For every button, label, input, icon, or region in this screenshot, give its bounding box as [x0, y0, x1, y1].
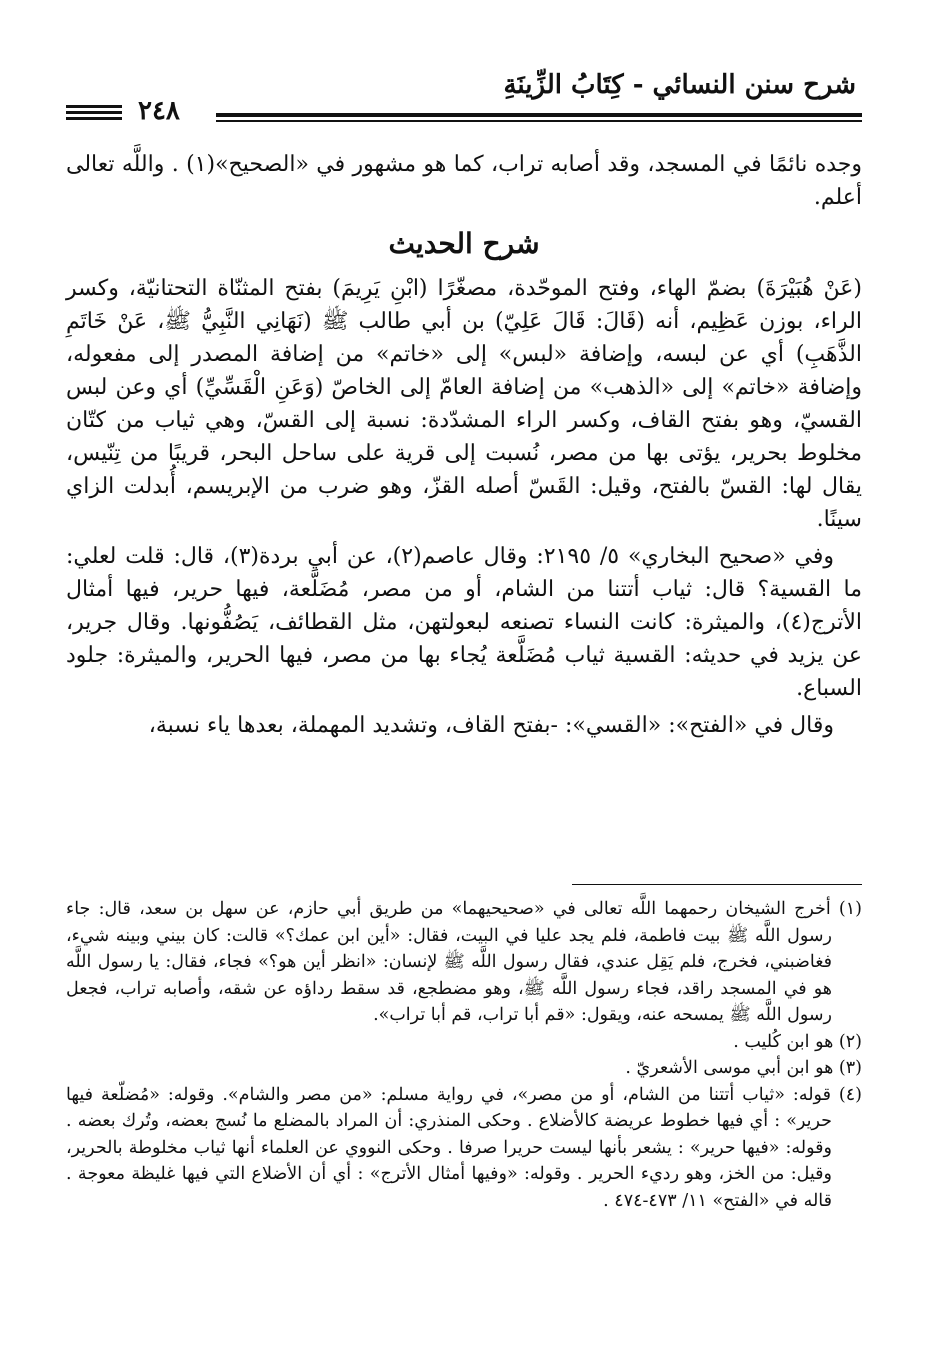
- footnote-2: (٢) هو ابن كُليب .: [733, 1031, 862, 1052]
- footnote-1: (١) أخرج الشيخان رحمهما اللَّه تعالى في «صحيحيهما» من طريق أبي حازم، عن سهل بن سعد، قال: جاء رسول اللَّه ﷺ بيت فاطمة، فلم يجد عليا في البيت، فقال: «أين ابن عمك؟» قالت: كان بيني وبينه شيء، فغاضبني، فخرج، فلم يَقِل عندي، فقال رسول اللَّه ﷺ لإنسان: «انظر أين هو؟» فجاء، فقال: يا رسول اللَّه هو في المسجد راقد، فجاء رسول اللَّه ﷺ، وهو مضطجع، قد سقط رداؤه عن شقه، وأصابه تراب، فجعل رسول اللَّه ﷺ يمسحه عنه، ويقول: «قم أبا تراب، قم أبا تراب».: [66, 899, 862, 1025]
- header-title: شرح سنن النسائي - كِتَابُ الزِّينَةِ: [503, 70, 856, 100]
- paragraph-1: (عَنْ هُبَيْرَةَ) بضمّ الهاء، وفتح الموحّدة، مصغّرًا (ابْنِ يَرِيمَ) بفتح المثنّاة التحتانيّة، وكسر الراء، بوزن عَظِيم، أنه (قَالَ: قَالَ عَلِيّ) بن أبي طالب ﷺ (نَهَانِي النَّبِيُّ ﷺ، عَنْ خَاتَمِ الذَّهَبِ) أي عن لبسه، وإضافة «لبس» إلى «خاتم» من إضافة المصدر إلى مفعوله، وإضافة «خاتم» إلى «الذهب» من إضافة العامّ إلى الخاصّ (وَعَنِ الْقَسِّيِّ) أي وعن لبس القسيّ، وهو بفتح القاف، وكسر الراء المشدّدة: نسبة إلى القسّ، وهي ثياب من كتّان مخلوط بحرير، يؤتى بها من مصر، نُسبت إلى قرية على ساحل البحر، قريبًا من تِنّيس، يقال لها: القسّ بالفتح، وقيل: القَسّ أصله القزّ، وهو ضرب من الإبريسم، أُبدلت الزاي سينًا.: [66, 276, 862, 532]
- page-number-ornament: [66, 105, 122, 123]
- footnote-3: (٣) هو ابن أبي موسى الأشعريّ .: [625, 1058, 862, 1078]
- intro-paragraph: وجده نائمًا في المسجد، وقد أصابه تراب، كما هو مشهور في «الصحيح»(١) . واللَّه تعالى أعلم.: [66, 152, 862, 210]
- section-title: شرح الحديث: [388, 227, 540, 260]
- footnote-divider: [572, 884, 862, 885]
- footnote-4: (٤) قوله: «ثياب أتتنا من الشام، أو من مصر»، في رواية مسلم: «من مصر والشام». وقوله: «مُضلّعة فيها حرير» : أي فيها خطوط عريضة كالأضلاع . وحكى المنذري: أن المراد بالمضلع ما نُسج بعضه، وتُرك بعضه . وقوله: «فيها حرير» : يشعر بأنها ليست حريرا صرفا . وحكى النووي عن العلماء أنها ثياب مخلوطة بالحرير، وقيل: من الخز، وهو رديء الحرير . وقوله: «وفيها أمثال الأترج» : أي أن الأضلاع التي فيها غليظة معوجة . قاله في «الفتح» ١١/ ٤٧٣-٤٧٤ .: [66, 1084, 862, 1211]
- paragraph-3: وقال في «الفتح»: «القسي»: -بفتح القاف، وتشديد المهملة، بعدها ياء نسبة،: [148, 713, 834, 738]
- footnotes: [66, 896, 862, 1214]
- book-page: [66, 0, 862, 1372]
- page-number: ٢٤٨: [132, 96, 186, 126]
- main-text: [66, 148, 862, 746]
- paragraph-2: وفي «صحيح البخاري» ٥/ ٢١٩٥: وقال عاصم(٢)، عن أبي بردة(٣)، قال: قلت لعلي: ما القسية؟ قال: ثياب أتتنا من الشام، أو من مصر، مُضَلَّعة، فيها حرير، فيها أمثال الأترج(٤)، والميثرة: كانت النساء تصنعه لبعولتهن، مثل القطائف، يَصُفُّونها. وقال جرير، عن يزيد في حديثه: القسية ثياب مُضَلَّعة يُجاء بها من مصر، فيها الحرير، والميثرة: جلود السباع.: [66, 544, 862, 701]
